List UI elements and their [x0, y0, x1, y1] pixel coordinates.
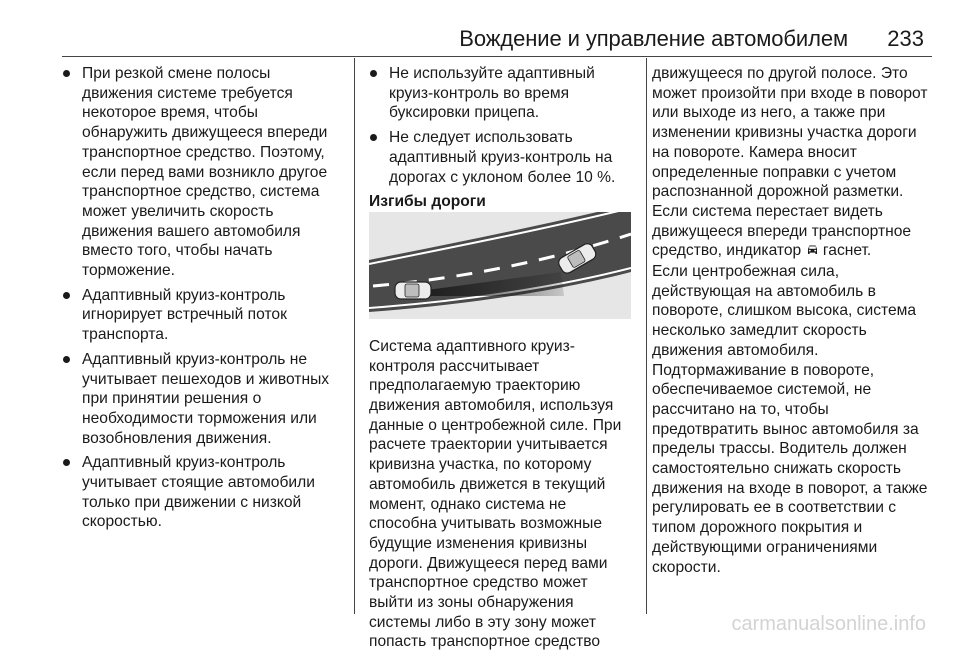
- list-item: Не следует использовать адаптивный круиз-контроль на дорогах с уклоном более 10 %.: [369, 128, 635, 187]
- list-item: При резкой смене полосы движения системе требуется некоторое время, чтобы обнаружить движущееся впереди транспортное средство. Поэтому, если перед вами возникло другое транспортное средство, система может увеличить скорость движения вашего автомобиля вместо того, чтобы начать торможение.: [62, 64, 344, 281]
- list-item: Адаптивный круиз-контроль игнорирует встречный поток транспорта.: [62, 286, 344, 345]
- column-1: [62, 64, 344, 537]
- paragraph-text: гаснет.: [822, 242, 872, 260]
- bullet-list-2: [369, 64, 635, 187]
- paragraph-text: движущееся по другой полосе. Это может произойти при входе в поворот или выходе из него, а также при изменении кривизны участка дороги на повороте. Камера вносит определенные поправки с учетом распознанной дорожной разметки. Если система перестает видеть движущееся впереди транспортное средство, индикатор: [652, 65, 928, 260]
- watermark: carmanualsonline.info: [731, 613, 926, 635]
- own-car-icon: [395, 282, 431, 299]
- road-curve-illustration: [369, 212, 631, 319]
- detection-paragraph: [652, 64, 932, 262]
- list-item: Не используйте адаптивный круиз-контроль во время буксировки прицепа.: [369, 64, 635, 123]
- page-number: 233: [887, 26, 924, 51]
- curves-paragraph: Система адаптивного круиз-контроля рассчитывает предполагаемую траекторию движения автомобиля, используя данные о центробежной силе. При расчете траектории учитывается кривизна участка, по которому автомобиль движется в текущий момент, однако система не способна учитывать возможные будущие изменения кривизны дороги. Движущееся перед вами транспортное средство может выйти из зоны обнаружения системы либо в эту зону может попасть транспортное средство: [369, 337, 622, 651]
- centrifugal-paragraph: Если центробежная сила, действующая на автомобиль в повороте, слишком высока, система несколько замедлит скорость движения автомобиля. Подтормаживание в повороте, обеспечиваемое системой, не рассчитано на то, чтобы предотвратить вынос автомобиля за пределы трассы. Водитель должен самостоятельно снижать скорость движения на входе в поворот, а также регулировать ее в соответствии с типом дорожного покрытия и действующими ограничениями скорости.: [652, 263, 928, 576]
- column-2: [369, 64, 635, 652]
- page-header: [0, 0, 960, 58]
- list-item: Адаптивный круиз-контроль учитывает стоящие автомобили только при движении с низкой скоростью.: [62, 453, 344, 532]
- page-header-title: Вождение и управление автомобилем: [459, 26, 848, 51]
- list-item: Адаптивный круиз-контроль не учитывает пешеходов и животных при принятии решения о необходимости торможения или возобновления движения.: [62, 350, 344, 449]
- column-3: [652, 64, 932, 577]
- column-divider-2: [646, 58, 647, 614]
- bullet-list-1: [62, 64, 344, 532]
- column-divider-1: [354, 58, 355, 614]
- header-rule: [62, 56, 932, 57]
- road-curve-illustration-svg: [369, 212, 631, 319]
- section-heading: Изгибы дороги: [369, 193, 486, 211]
- vehicle-ahead-indicator-icon: [806, 242, 819, 262]
